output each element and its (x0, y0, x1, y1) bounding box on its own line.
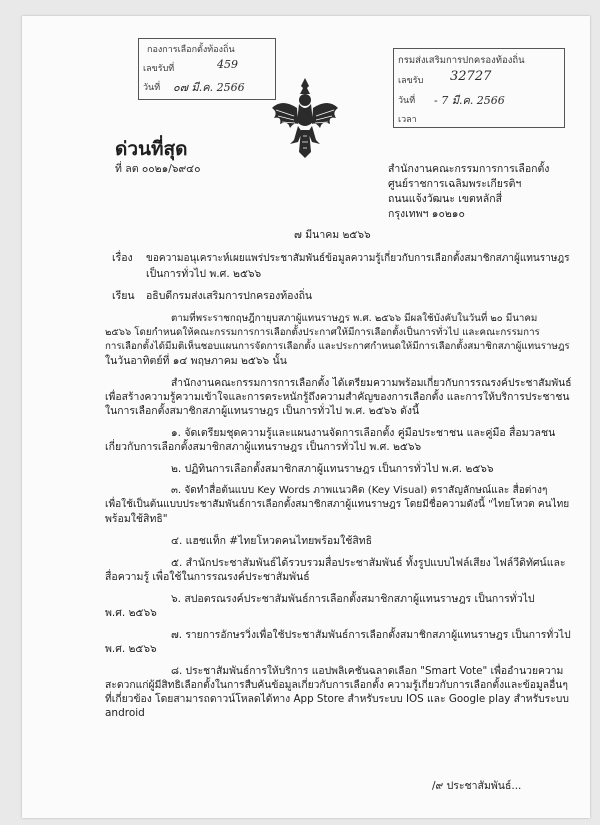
text-line: ๖. สปอตรณรงค์ประชาสัมพันธ์การเลือกตั้งสมาชิกสภาผู้แทนราษฎร เป็นการทั่วไป (171, 593, 535, 605)
list-item-1 (105, 426, 555, 454)
agency-line-2: ศูนย์ราชการเฉลิมพระเกียรติฯ (388, 178, 522, 190)
text-line: ตามที่พระราชกฤษฎีกายุบสภาผู้แทนราษฎร พ.ศ. ๒๕๖๖ มีผลใช้บังคับในวันที่ ๒๐ มีนาคม (171, 313, 538, 324)
text-line: พ.ศ. ๒๕๖๖ (105, 643, 157, 655)
text-line: ในวันอาทิตย์ที่ ๑๔ พฤษภาคม ๒๕๖๖ นั้น (105, 355, 287, 367)
stamp-left-number-label: เลขรับที่ (143, 64, 175, 74)
text-line: สะดวกแก่ผู้มีสิทธิเลือกตั้งในการสืบค้นข้อมูลเกี่ยวกับการเลือกตั้ง ความรู้เกี่ยวกับการเลือกตั้งและข้อมูลอื่นๆ (105, 679, 568, 691)
stamp-right-date-label: วันที่ (398, 96, 416, 106)
subject-label: เรื่อง (112, 252, 133, 264)
agency-line-3: ถนนแจ้งวัฒนะ เขตหลักสี่ (388, 193, 503, 205)
text-line: การเลือกตั้งได้มีมติเห็นชอบแผนการจัดการเลือกตั้ง และประกาศกำหนดให้มีการเลือกตั้งสมาชิกสภาผู้แทนราษฎร (105, 341, 570, 352)
paragraph-2 (105, 376, 572, 418)
text-line: ๓. จัดทำสื่อต้นแบบ Key Words ภาพแนวคิด (Key Visual) ตราสัญลักษณ์และ สื่อต่างๆ (171, 485, 548, 496)
subject-line-2: เป็นการทั่วไป พ.ศ. ๒๕๖๖ (146, 268, 262, 280)
text-line: ๘. ประชาสัมพันธ์การให้บริการ แอปพลิเคชันฉลาดเลือก "Smart Vote" เพื่ออำนวยความ (171, 665, 564, 677)
agency-line-4: กรุงเทพฯ ๑๐๒๑๐ (388, 208, 465, 220)
stamp-left-number: 459 (217, 58, 238, 71)
receipt-stamp-right (393, 48, 565, 128)
text-line: android (105, 707, 145, 719)
text-line: เพื่อใช้เป็นต้นแบบประชาสัมพันธ์การเลือกตั้งสมาชิกสภาผู้แทนราษฎร โดยมีชื่อความดังนี้ "ไทยโหวต คนไทย (105, 499, 570, 510)
salutation-label: เรียน (112, 290, 135, 302)
stamp-right-time-label: เวลา (398, 115, 417, 125)
text-line: ในการเลือกตั้งสมาชิกสภาผู้แทนราษฎร เป็นการทั่วไป พ.ศ. ๒๕๖๖ ดังนี้ (105, 405, 420, 417)
stamp-right-number-label: เลขรับ (398, 76, 424, 86)
text-line: พ.ศ. ๒๕๖๖ (105, 607, 157, 619)
document-page (22, 16, 590, 818)
stamp-right-number: 32727 (450, 69, 492, 84)
text-line: เพื่อสร้างความรู้ความเข้าใจและการตระหนักรู้ถึงความสำคัญของการเลือกตั้ง และการให้บริการประชาชน (105, 391, 570, 403)
text-line: ๑. จัดเตรียมชุดความรู้และแผนงานจัดการเลือกตั้ง คู่มือประชาชน และคู่มือ สื่อมวลชน (171, 427, 556, 439)
text-line: ที่เกี่ยวข้อง โดยสามารถดาวน์โหลดได้ทาง App Store สำหรับระบบ IOS และ Google play สำหรับระบบ (105, 693, 569, 705)
text-line: พร้อมใช้สิทธิ" (105, 513, 168, 525)
salutation-recipient: อธิบดีกรมส่งเสริมการปกครองท้องถิ่น (146, 290, 313, 302)
stamp-right-date: - 7 มี.ค. 2566 (434, 94, 505, 107)
list-item-4 (105, 534, 372, 548)
stamp-left-agency: กองการเลือกตั้งท้องถิ่น (147, 45, 235, 55)
list-item-5 (105, 556, 566, 584)
urgency-label: ด่วนที่สุด (115, 138, 188, 160)
subject-line-1: ขอความอนุเคราะห์เผยแพร่ประชาสัมพันธ์ข้อมูลความรู้เกี่ยวกับการเลือกตั้งสมาชิกสภาผู้แทนราษฎร (146, 253, 570, 264)
continuation-marker: /๙ ประชาสัมพันธ์... (432, 780, 522, 792)
document-date: ๗ มีนาคม ๒๕๖๖ (294, 229, 371, 241)
stamp-right-agency: กรมส่งเสริมการปกครองท้องถิ่น (398, 55, 525, 66)
text-line: สื่อความรู้ เพื่อใช้ในการรณรงค์ประชาสัมพันธ์ (105, 571, 310, 583)
paragraph-1 (105, 312, 570, 368)
list-item-7 (105, 628, 571, 656)
receipt-stamp-left (138, 38, 276, 100)
list-item-2 (105, 462, 494, 476)
list-item-8 (105, 664, 569, 720)
text-line: ๒. ปฏิทินการเลือกตั้งสมาชิกสภาผู้แทนราษฎร เป็นการทั่วไป พ.ศ. ๒๕๖๖ (171, 463, 494, 475)
text-line: ๕. สำนักประชาสัมพันธ์ได้รวบรวมสื่อประชาสัมพันธ์ ทั้งรูปแบบไฟล์เสียง ไฟล์วีดิทัศน์และ (171, 557, 566, 569)
text-line: ๔. แฮชแท็ก #ไทยโหวตคนไทยพร้อมใช้สิทธิ (171, 535, 373, 547)
list-item-3 (105, 484, 569, 526)
garuda-emblem-icon (268, 74, 342, 160)
text-line: ๒๕๖๖ โดยกำหนดให้คณะกรรมการการเลือกตั้งประกาศให้มีการเลือกตั้งเป็นการทั่วไป และคณะกรรมการ (105, 327, 540, 338)
stamp-left-date-label: วันที่ (143, 83, 161, 93)
text-line: ๗. รายการอักษรวิ่งเพื่อใช้ประชาสัมพันธ์การเลือกตั้งสมาชิกสภาผู้แทนราษฎร เป็นการทั่วไป (171, 629, 571, 641)
text-line: สำนักงานคณะกรรมการการเลือกตั้ง ได้เตรียมความพร้อมเกี่ยวกับการรณรงค์ประชาสัมพันธ์ (171, 377, 572, 389)
stamp-left-date: ๐๗ มี.ค. 2566 (173, 81, 245, 94)
document-number: ที่ ลต ๐๐๒๑/๖๙๔๐ (115, 163, 201, 175)
agency-line-1: สำนักงานคณะกรรมการการเลือกตั้ง (388, 163, 550, 175)
list-item-6 (105, 592, 535, 620)
text-line: เกี่ยวกับการเลือกตั้งสมาชิกสภาผู้แทนราษฎร เป็นการทั่วไป พ.ศ. ๒๕๖๖ (105, 441, 422, 453)
